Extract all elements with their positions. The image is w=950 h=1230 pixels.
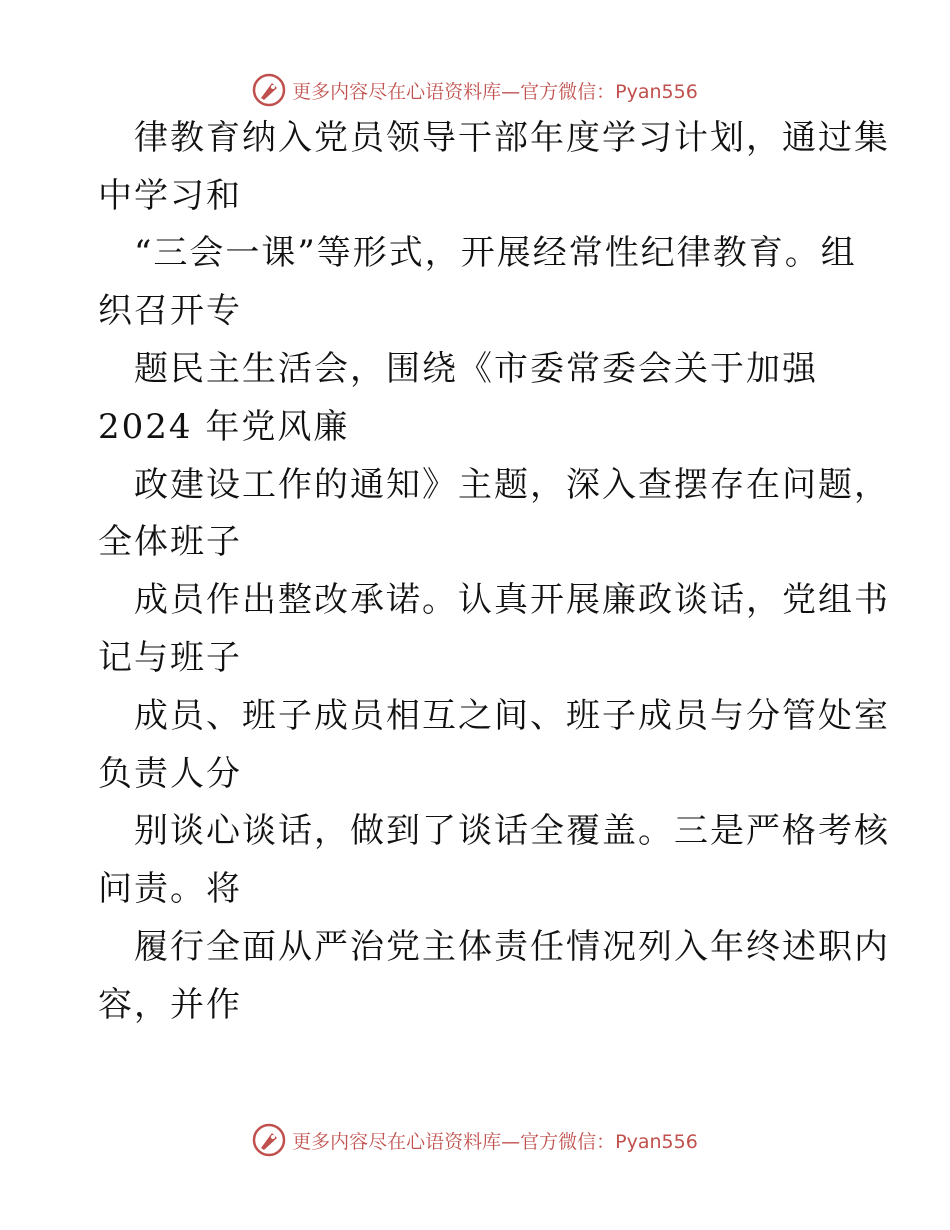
body-line: 履行全面从严治党主体责任情况列入年终述职内 bbox=[134, 927, 890, 967]
body-line: 成员、班子成员相互之间、班子成员与分管处室 bbox=[134, 696, 890, 736]
header-watermark-banner bbox=[0, 70, 950, 110]
body-line: 2024 年党风廉 bbox=[98, 407, 350, 447]
header-watermark-text: 更多内容尽在心语资料库—官方微信：Pyan556 bbox=[292, 80, 698, 103]
body-line: 中学习和 bbox=[98, 176, 242, 216]
body-line: 律教育纳入党员领导干部年度学习计划，通过集 bbox=[134, 118, 890, 158]
pen-nib-logo-icon bbox=[252, 73, 286, 107]
body-line: 容，并作 bbox=[98, 985, 242, 1025]
body-line: 全体班子 bbox=[98, 522, 242, 562]
footer-watermark-text: 更多内容尽在心语资料库—官方微信：Pyan556 bbox=[292, 1130, 698, 1153]
body-line: 织召开专 bbox=[98, 291, 242, 331]
body-line: 问责。将 bbox=[98, 869, 242, 909]
body-line: 记与班子 bbox=[98, 638, 242, 678]
body-line: 政建设工作的通知》主题，深入查摆存在问题， bbox=[134, 465, 890, 505]
body-line: 题民主生活会，围绕《市委常委会关于加强 bbox=[134, 349, 818, 389]
body-line: “三会一课”等形式，开展经常性纪律教育。组 bbox=[134, 233, 857, 273]
body-line: 成员作出整改承诺。认真开展廉政谈话，党组书 bbox=[134, 580, 890, 620]
footer-watermark-banner bbox=[0, 1120, 950, 1160]
pen-nib-logo-icon bbox=[252, 1123, 286, 1157]
body-line: 别谈心谈话，做到了谈话全覆盖。三是严格考核 bbox=[134, 811, 890, 851]
body-line: 负责人分 bbox=[98, 754, 242, 794]
